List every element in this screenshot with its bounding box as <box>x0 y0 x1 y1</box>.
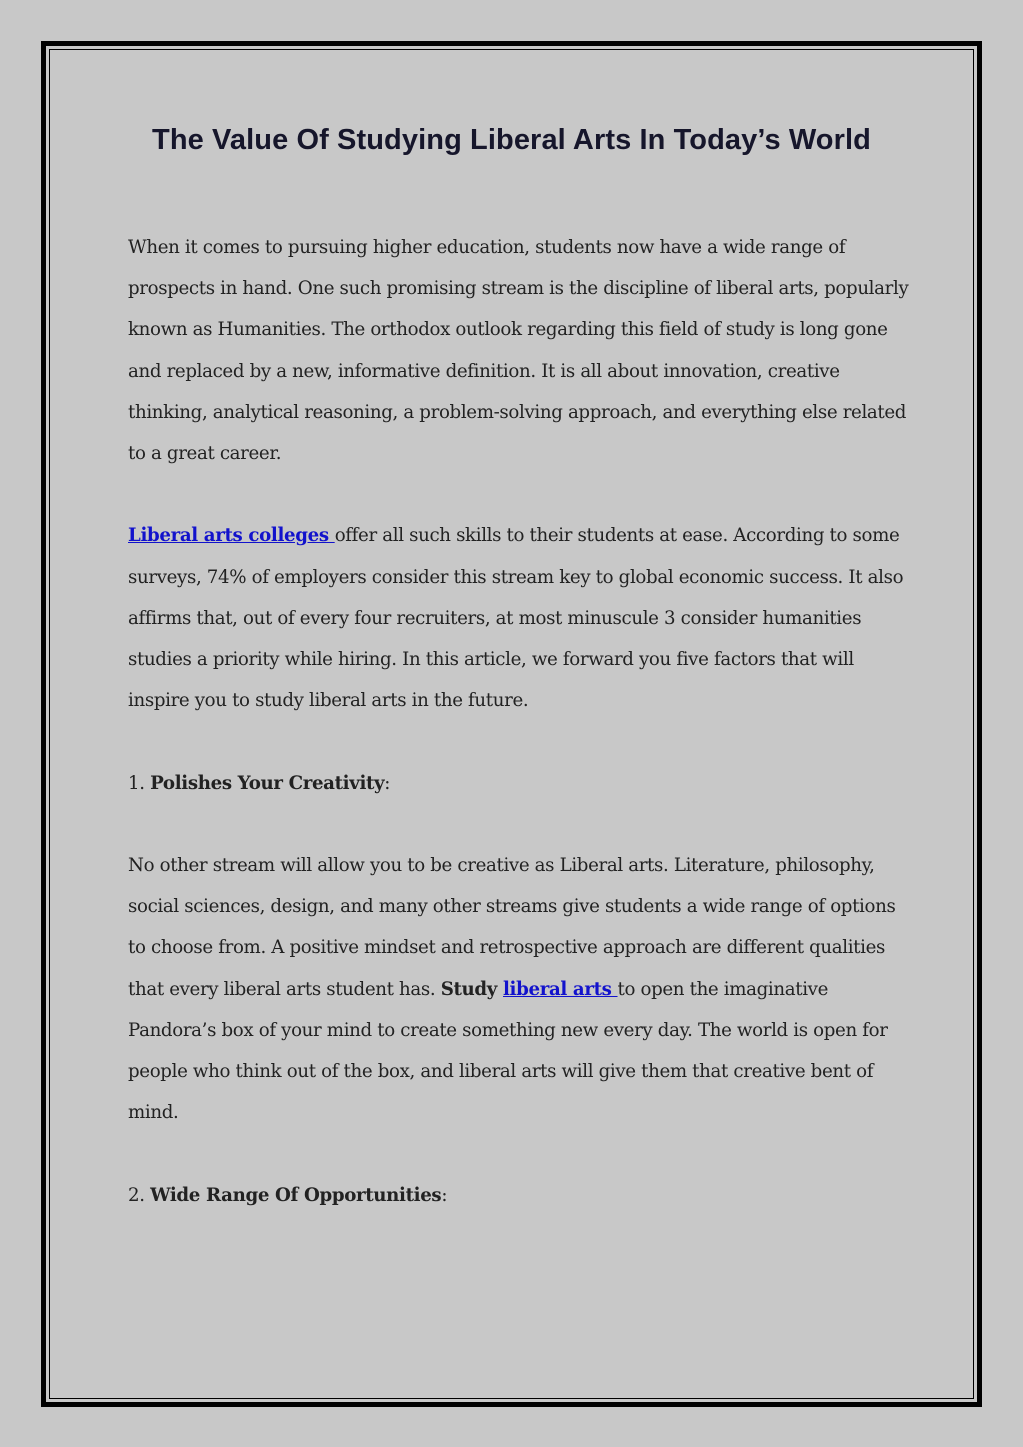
study-bold-text: Study <box>440 978 503 1000</box>
section-colon: : <box>384 772 391 794</box>
article-body <box>128 227 918 1257</box>
document-title: The Value Of Studying Liberal Arts In Today’s World <box>152 124 871 156</box>
colleges-paragraph <box>128 515 918 721</box>
page-border <box>41 41 982 1407</box>
liberal-arts-link[interactable]: liberal arts <box>503 978 618 1000</box>
creativity-text-after: to open the imaginative Pandora’s box of your mind to create something new every day. The world is open for people who think out of the box, and liberal arts will give them that creative bent of mind. <box>128 978 888 1124</box>
liberal-arts-colleges-link[interactable]: Liberal arts colleges <box>128 525 335 547</box>
creativity-text-before: No other stream will allow you to be creative as Liberal arts. Literature, philosophy, social sciences, design, and many other streams give students a wide range of options to choose from. A positive mindset and retrospective approach are different qualities that every liberal arts student has. <box>128 855 896 1000</box>
intro-paragraph: When it comes to pursuing higher education, students now have a wide range of prospects in hand. One such promising stream is the discipline of liberal arts, popularly known as Humanities. The orthodox outlook regarding this field of study is long gone and replaced by a new, informative definition. It is all about innovation, creative thinking, analytical reasoning, a problem-solving approach, and everything else related to a great career. <box>128 237 909 465</box>
section-title: Wide Range Of Opportunities <box>150 1184 442 1206</box>
section-number: 1. <box>128 772 151 794</box>
section-heading-1 <box>128 763 918 804</box>
colleges-paragraph-text: offer all such skills to their students at ease. According to some surveys, 74% of employers consider this stream key to global economic success. It also affirms that, out of every four recruiters, at most minuscule 3 consider humanities studies a priority while hiring. In this article, we forward you five factors that will inspire you to study liberal arts in the future. <box>128 525 904 712</box>
section-title: Polishes Your Creativity <box>150 772 385 794</box>
section-number: 2. <box>128 1184 151 1206</box>
creativity-paragraph <box>128 845 918 1133</box>
section-colon: : <box>441 1184 448 1206</box>
section-heading-2 <box>128 1175 918 1216</box>
